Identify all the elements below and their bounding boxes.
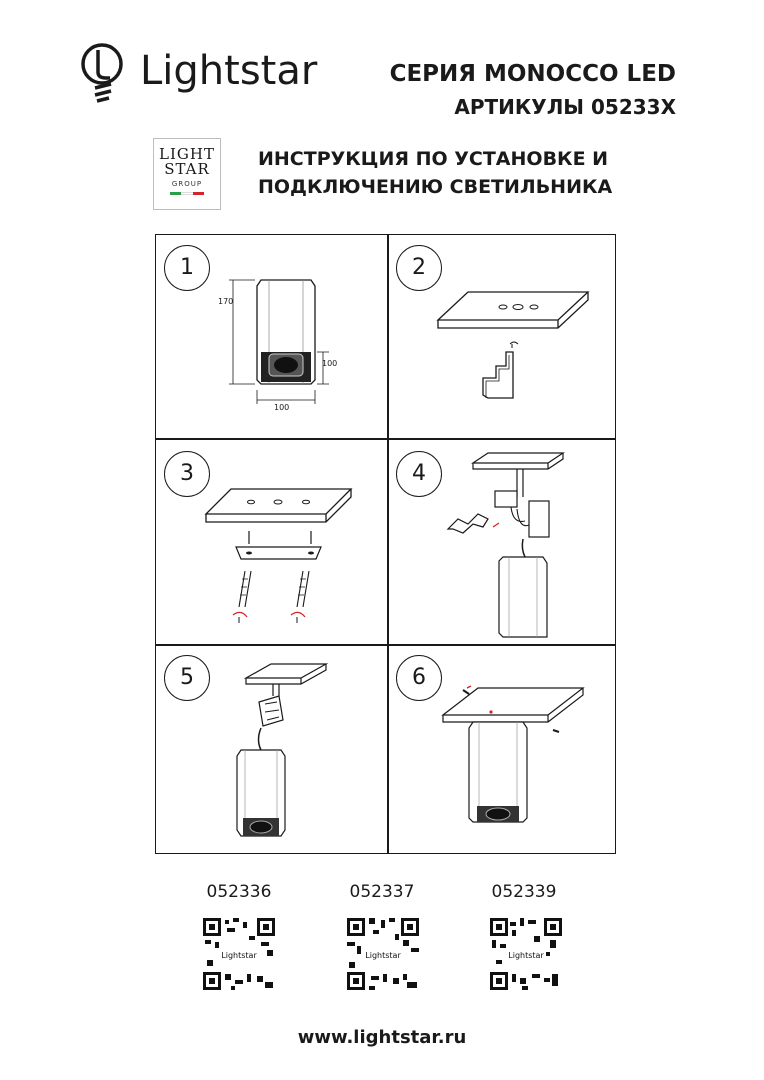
qr-badge-text: Lightstar — [365, 951, 401, 960]
step-5-number: 5 — [164, 655, 210, 701]
series-title: СЕРИЯ MONOCCO LED — [389, 61, 676, 87]
qr-code-052339-icon[interactable] — [488, 916, 564, 992]
step-3-screw-bracket-drawing — [201, 479, 361, 639]
lightstar-bulb-logo-icon — [80, 42, 136, 114]
instruction-title-line2: ПОДКЛЮЧЕНИЮ СВЕТИЛЬНИКА — [258, 176, 613, 198]
italian-flag-icon — [170, 192, 204, 195]
qr-label-052337: 052337 — [349, 882, 415, 902]
step-6-panel — [388, 645, 617, 855]
dimension-height: 170 — [218, 297, 234, 306]
group-logo-line1: LIGHT — [159, 145, 215, 163]
step-3-number: 3 — [164, 451, 210, 497]
step-2-panel — [388, 235, 617, 438]
step-4-number: 4 — [396, 451, 442, 497]
step-5-connector-drawing — [221, 650, 386, 855]
step-5-panel — [156, 645, 387, 855]
installation-steps-grid — [155, 234, 616, 854]
step-2-mounting-plate-drawing — [428, 280, 603, 430]
website-link[interactable]: www.lightstar.ru — [297, 1027, 467, 1048]
qr-badge-text: Lightstar — [221, 951, 257, 960]
qr-label-052336: 052336 — [206, 882, 272, 902]
dimension-depth: 100 — [322, 359, 338, 368]
dimension-width: 100 — [274, 403, 290, 412]
step-1-panel — [156, 235, 387, 438]
step-3-panel — [156, 439, 387, 644]
step-1-dimensions-drawing — [211, 270, 361, 420]
step-6-number: 6 — [396, 655, 442, 701]
qr-badge-text: Lightstar — [508, 951, 544, 960]
group-logo-line3: GROUP — [171, 180, 203, 188]
instruction-title-line1: ИНСТРУКЦИЯ ПО УСТАНОВКЕ И — [258, 148, 609, 170]
step-4-wiring-drawing — [433, 449, 608, 644]
step-2-number: 2 — [396, 245, 442, 291]
article-number: АРТИКУЛЫ 05233X — [454, 95, 676, 119]
group-logo-line2: STAR — [164, 160, 210, 178]
qr-code-052337-icon[interactable] — [345, 916, 421, 992]
step-1-number: 1 — [164, 245, 210, 291]
lightstar-group-logo — [153, 138, 221, 210]
step-4-panel — [388, 439, 617, 644]
qr-label-052339: 052339 — [491, 882, 557, 902]
brand-name: Lightstar — [140, 48, 318, 94]
qr-code-052336-icon[interactable] — [201, 916, 277, 992]
step-6-final-assembly-drawing — [433, 670, 613, 855]
